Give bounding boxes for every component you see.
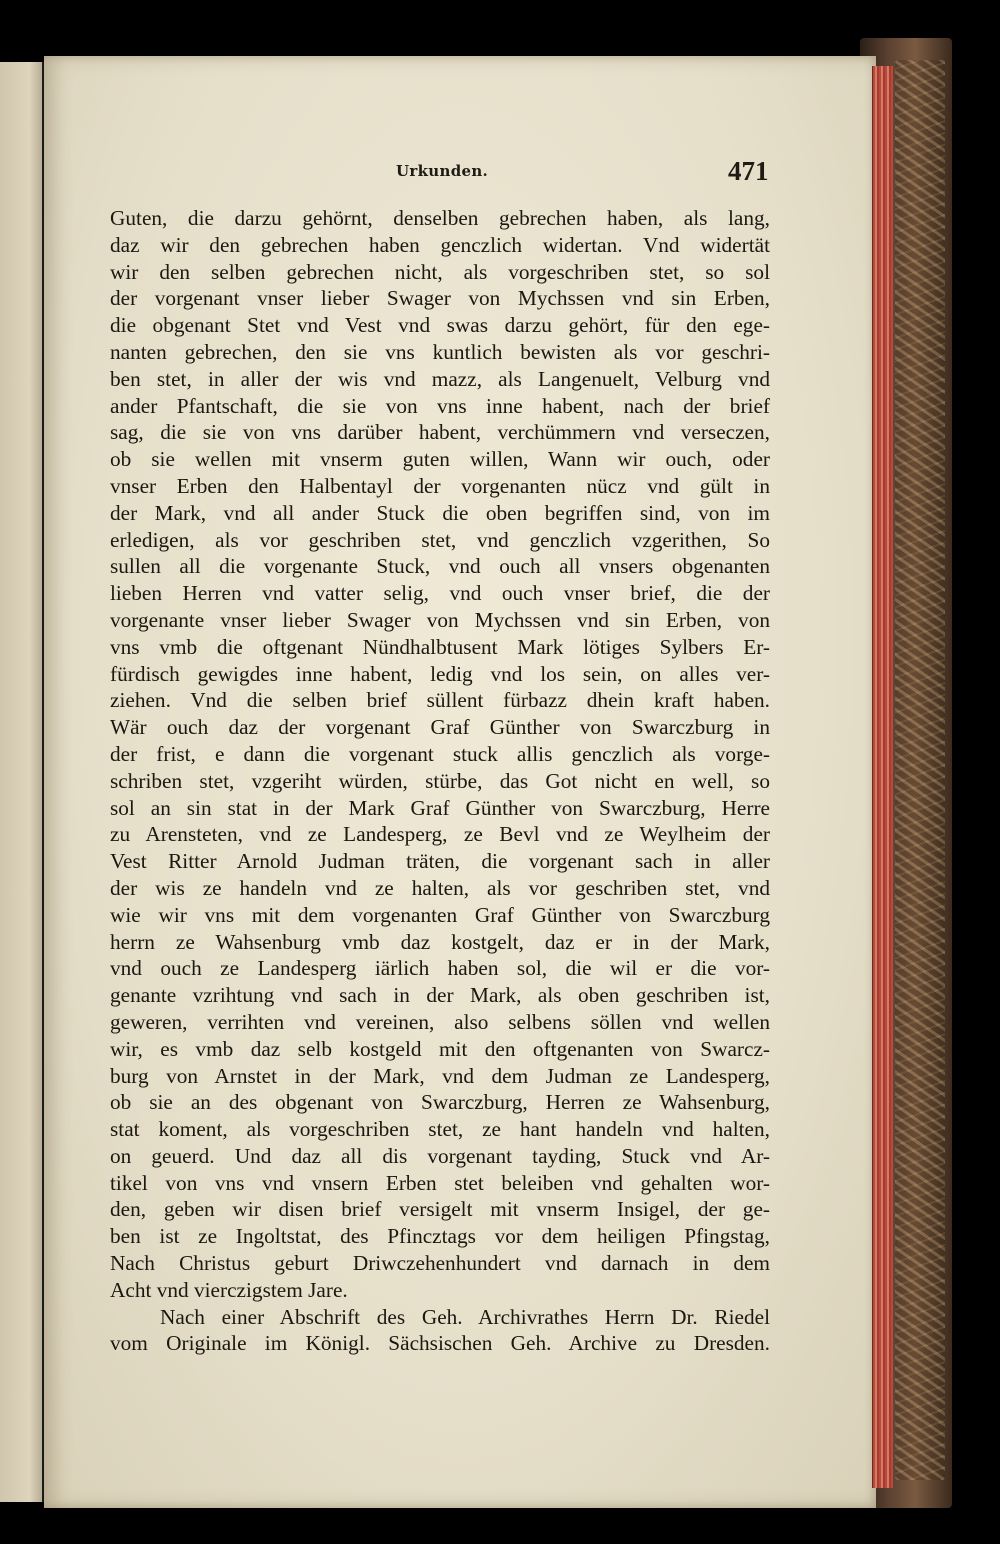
text-line: sag, die sie von vns darüber habent, verchümmern vnd verseczen, <box>110 420 770 445</box>
text-line: stat koment, als vorgeschriben stet, ze hant handeln vnd halten, <box>110 1117 770 1142</box>
text-line: Guten, die darzu gehörnt, denselben gebrechen haben, als lang, <box>110 206 770 230</box>
text-line: den, geben wir disen brief versigelt mit vnserm Insigel, der ge- <box>110 1197 770 1222</box>
source-note-line: vom Originale im Königl. Sächsischen Geh. Archive zu Dresden. <box>110 1331 770 1356</box>
source-note-line: Nach einer Abschrift des Geh. Archivrathes Herrn Dr. Riedel <box>160 1304 770 1329</box>
text-line: herrn ze Wahsenburg vmb daz kostgelt, daz er in der Mark, <box>110 929 770 954</box>
text-line: Nach Christus geburt Driwczehenhundert vnd darnach in dem <box>110 1251 770 1276</box>
text-line: on geuerd. Und daz all dis vorgenant tayding, Stuck vnd Ar- <box>110 1143 770 1168</box>
text-line: der vorgenant vnser lieber Swager von Mychssen vnd sin Erben, <box>110 286 770 311</box>
text-line: tikel von vns vnd vnsern Erben stet beleiben vnd gehalten wor- <box>110 1170 770 1195</box>
text-line: genante vzrihtung vnd sach in der Mark, als oben geschriben ist, <box>110 983 770 1008</box>
text-line: wie wir vns mit dem vorgenanten Graf Günther von Swarczburg <box>110 902 770 927</box>
text-line: Acht vnd vierczigstem Jare. <box>110 1277 348 1302</box>
text-line: ob sie wellen mit vnserm guten willen, Wann wir ouch, oder <box>110 447 770 472</box>
text-line: sullen all die vorgenante Stuck, vnd ouch all vnsers obgenanten <box>110 554 770 579</box>
text-line: geweren, verrihten vnd vereinen, also selbens söllen vnd wellen <box>110 1009 770 1034</box>
red-page-edges <box>872 66 893 1488</box>
text-line: ob sie an des obgenant von Swarczburg, Herren ze Wahsenburg, <box>110 1090 770 1115</box>
text-line: Wär ouch daz der vorgenant Graf Günther von Swarczburg in <box>110 715 770 740</box>
text-line: nanten gebrechen, den sie vns kuntlich bewisten als vor geschri- <box>110 339 770 364</box>
page-header <box>0 156 1000 186</box>
body-text <box>110 205 770 1357</box>
text-line: wir, es vmb daz selb kostgeld mit den oftgenanten von Swarcz- <box>110 1036 770 1061</box>
text-line: der Mark, vnd all ander Stuck die oben begriffen sind, von im <box>110 500 770 525</box>
text-line: Vest Ritter Arnold Judman träten, die vorgenant sach in aller <box>110 849 770 874</box>
text-line: wir den selben gebrechen nicht, als vorgeschriben stet, so sol <box>110 259 770 284</box>
facing-page-edge <box>0 62 44 1502</box>
text-line: schriben stet, vzgeriht würden, stürbe, das Got nicht en well, so <box>110 768 770 793</box>
page-number: 471 <box>728 156 769 186</box>
text-line: vns vmb die oftgenant Nündhalbtusent Mark lötiges Sylbers Er- <box>110 634 770 659</box>
text-line: ziehen. Vnd die selben brief süllent fürbazz dhein kraft haben. <box>110 688 770 713</box>
text-line: sol an sin stat in der Mark Graf Günther von Swarczburg, Herre <box>110 795 770 820</box>
text-line: der frist, e dann die vorgenant stuck allis genczlich als vorge- <box>110 741 770 766</box>
text-line: daz wir den gebrechen haben genczlich widertan. Vnd widertät <box>110 232 770 257</box>
text-line: zu Arensteten, vnd ze Landesperg, ze Bevl vnd ze Weylheim der <box>110 822 770 847</box>
marbled-cover-pattern <box>895 60 945 1480</box>
text-line: lieben Herren vnd vatter selig, vnd ouch vnser brief, die der <box>110 581 770 606</box>
text-line: vnd ouch ze Landesperg iärlich haben sol, die wil er die vor- <box>110 956 770 981</box>
text-line: der wis ze handeln vnd ze halten, als vor geschriben stet, vnd <box>110 875 770 900</box>
text-line: ben ist ze Ingoltstat, des Pfincztags vor dem heiligen Pfingstag, <box>110 1224 770 1249</box>
text-line: ben stet, in aller der wis vnd mazz, als Langenuelt, Velburg vnd <box>110 366 770 391</box>
text-line: ander Pfantschaft, die sie von vns inne habent, nach der brief <box>110 393 770 418</box>
text-line: vnser Erben den Halbentayl der vorgenanten nücz vnd gült in <box>110 473 770 498</box>
text-line: erledigen, als vor geschriben stet, vnd genczlich vzgerithen, So <box>110 527 770 552</box>
text-line: fürdisch gewigdes inne habent, ledig vnd los sein, on alles ver- <box>110 661 770 686</box>
text-line: vorgenante vnser lieber Swager von Mychssen vnd sin Erben, von <box>110 607 770 632</box>
text-line: die obgenant Stet vnd Vest vnd swas darzu gehört, für den ege- <box>110 313 770 338</box>
text-line: burg von Arnstet in der Mark, vnd dem Judman ze Landesperg, <box>110 1063 770 1088</box>
running-head: Urkunden. <box>396 162 489 180</box>
